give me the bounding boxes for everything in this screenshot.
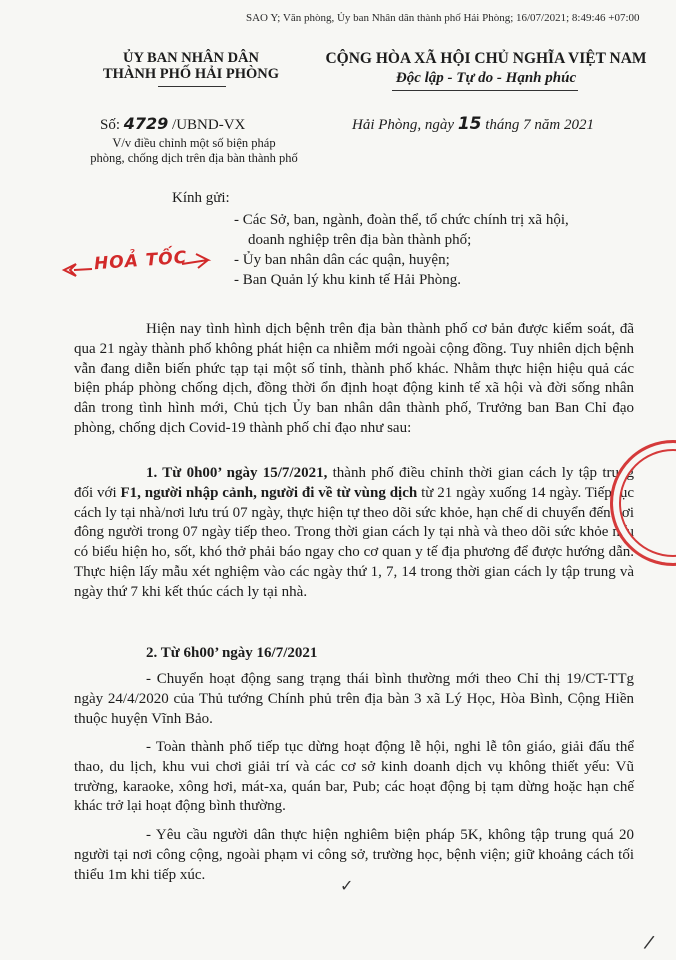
addressee-line: - Ủy ban nhân dân các quận, huyện; xyxy=(234,252,450,268)
intro-paragraph xyxy=(74,320,634,439)
item-1-part-a: thành phố điều chỉnh thời gian cách ly tập trung đối với xyxy=(74,465,634,501)
item-2-point-3 xyxy=(74,826,634,885)
intro-text: Hiện nay tình hình dịch bệnh trên địa bàn thành phố cơ bản được kiểm soát, đã qua 21 ngày thành phố không phát hiện ca nhiễm mới ngoài cộng đồng. Tuy nhiên dịch bệnh vẫn đang diễn biến phức tạp tại một số tỉnh, thành phố khác. Nhằm thực hiện hiệu quả các biện pháp phòng chống dịch, đồng thời ổn định hoạt động kinh tế xã hội và đời sống nhân dân trong tình hình mới, Chủ tịch Ủy ban nhân dân thành phố, Trưởng ban Ban Chỉ đạo phòng, chống dịch Covid-19 thành phố chỉ đạo như sau: xyxy=(74,321,634,436)
digital-copy-note: SAO Y; Văn phòng, Ủy ban Nhân dân thành phố Hải Phòng; 16/07/2021; 8:49:46 +07:00 xyxy=(246,12,640,24)
date-suffix: tháng 7 năm 2021 xyxy=(485,117,594,133)
item-2-point-3-text: - Yêu cầu người dân thực hiện nghiêm biện pháp 5K, không tập trung quá 20 người tại nơi công cộng, ngoài phạm vi công sở, trường học, bệnh viện; giữ khoảng cách tối thiểu 1m khi tiếp xúc. xyxy=(74,827,634,883)
item-1-target-groups: F1, người nhập cảnh, người đi về từ vùng dịch xyxy=(120,484,418,501)
item-2-point-1 xyxy=(74,670,634,729)
document-date xyxy=(352,114,594,134)
urgent-stamp-text: HOẢ TỐC xyxy=(93,247,188,275)
document-number-suffix: /UBND-VX xyxy=(172,117,246,133)
addressee-line: - Ban Quản lý khu kinh tế Hải Phòng. xyxy=(234,272,462,288)
addressee-label: Kính gửi: xyxy=(172,190,230,206)
item-2-point-2-text: - Toàn thành phố tiếp tục dừng hoạt động lễ hội, nghi lễ tôn giáo, giải đấu thể thao, du lịch, khu vui chơi giải trí và các cơ sở kinh doanh dịch vụ không thiết yếu: Vũ trường, karaoke, xông hơi, mát-xa, quán bar, Pub; các hoạt động bị tạm dừng hoặc hạn chế khác trở lại hoạt động bình thường. xyxy=(74,739,634,815)
urgent-stamp xyxy=(58,246,216,284)
subject-line: V/v điều chỉnh một số biện pháp xyxy=(112,136,276,150)
check-mark-icon: ✓ xyxy=(340,876,354,895)
item-2-point-1-text: - Chuyển hoạt động sang trạng thái bình thường mới theo Chỉ thị 19/CT-TTg ngày 24/4/2020 của Thủ tướng Chính phủ trên địa bàn 3 xã Lý Học, Hòa Bình, Cộng Hiền thuộc huyện Vĩnh Bảo. xyxy=(74,671,634,727)
document-subject xyxy=(84,136,304,166)
pen-mark-icon: / xyxy=(642,931,656,954)
date-day: 15 xyxy=(457,114,482,134)
item-1-heading: 1. Từ 0h00’ ngày 15/7/2021, xyxy=(146,465,328,481)
item-1-part-c: từ 21 ngày xuống 14 ngày. Tiếp tục cách ly tại nhà/nơi lưu trú 07 ngày, thực hiện tự theo dõi sức khỏe, hạn chế di chuyển đến nơi đông người trong 07 ngày tiếp theo. Trong thời gian cách ly tại nhà và theo dõi sức khỏe nếu có biểu hiện ho, sốt, khó thở phải báo ngay cho cơ quan y tế địa phương để được hướng dẫn. Thực hiện lấy mẫu xét nghiệm vào các ngày thứ 1, 7, 14 trong thời gian cách ly tập trung và ngày thứ 7 khi kết thúc cách ly tại nhà. xyxy=(74,484,634,600)
motto-underline xyxy=(392,90,578,91)
addressee-line: doanh nghiệp trên địa bàn thành phố; xyxy=(248,232,472,248)
date-prefix: Hải Phòng, ngày xyxy=(352,117,455,133)
item-1-text xyxy=(74,464,634,603)
item-2-heading xyxy=(74,644,634,664)
issuer-name-line1: ỦY BAN NHÂN DÂN xyxy=(122,50,259,66)
document-number xyxy=(100,114,245,134)
issuer-name-line2: THÀNH PHỐ HẢI PHÒNG xyxy=(102,66,280,82)
item-2-point-2 xyxy=(74,738,634,817)
item-1 xyxy=(74,464,634,603)
national-motto: Độc lập - Tự do - Hạnh phúc xyxy=(395,70,577,86)
addressee-line: - Các Sở, ban, ngành, đoàn thể, tổ chức chính trị xã hội, xyxy=(234,212,569,228)
item-2-heading-block xyxy=(74,644,634,664)
document-number-label: Số: xyxy=(100,117,121,133)
national-title: CỘNG HÒA XÃ HỘI CHỦ NGHĨA VIỆT NAM xyxy=(325,50,647,67)
subject-line: phòng, chống dịch trên địa bàn thành phố xyxy=(90,151,298,165)
issuer-underline xyxy=(158,86,226,87)
item-2-heading-text: 2. Từ 6h00’ ngày 16/7/2021 xyxy=(146,645,318,661)
document-number-value: 4729 xyxy=(123,114,169,133)
